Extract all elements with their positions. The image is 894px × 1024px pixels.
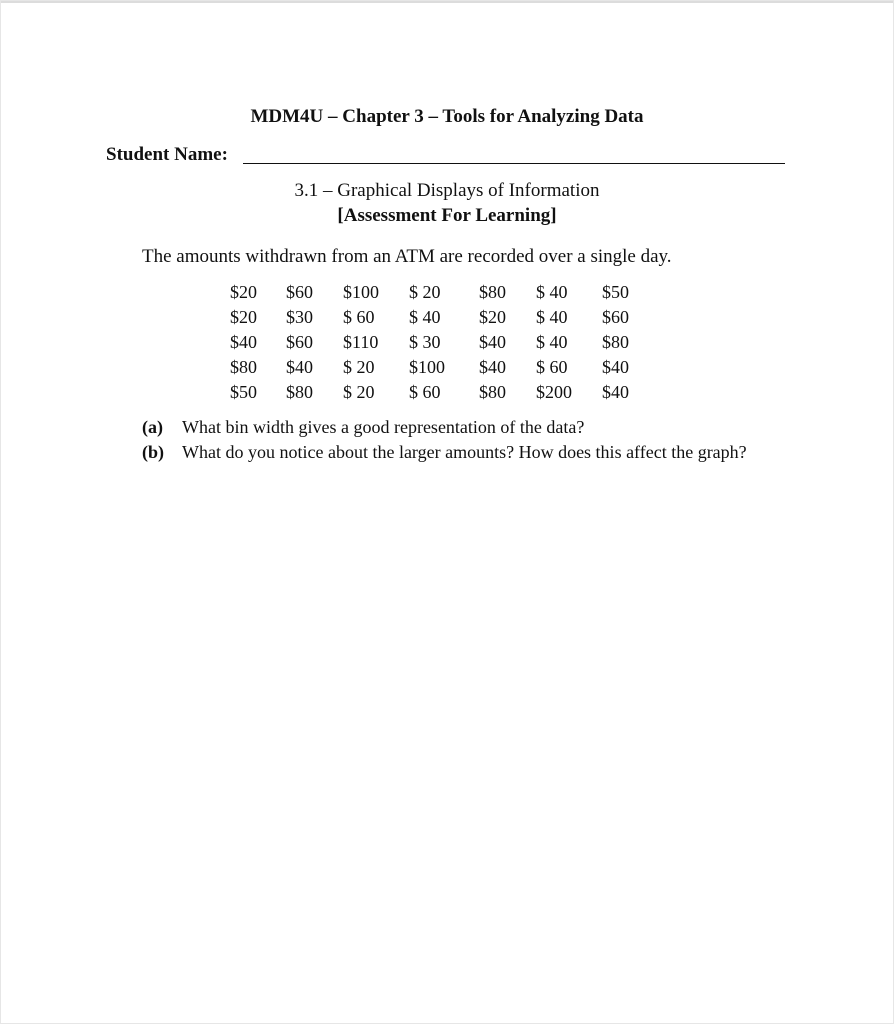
table-row	[230, 380, 642, 405]
table-row	[230, 305, 642, 330]
table-cell: $ 60	[343, 307, 375, 327]
table-cell: $60	[286, 282, 313, 302]
table-cell: $20	[230, 282, 257, 302]
table-cell: $ 20	[343, 382, 375, 402]
table-cell: $ 40	[536, 332, 568, 352]
table-cell: $20	[230, 307, 257, 327]
table-cell: $ 40	[409, 307, 441, 327]
table-cell: $20	[479, 307, 506, 327]
table-cell: $ 20	[409, 282, 441, 302]
table-cell: $60	[286, 332, 313, 352]
table-row	[230, 280, 642, 305]
table-cell: $40	[479, 332, 506, 352]
table-cell: $40	[230, 332, 257, 352]
question-list	[142, 415, 782, 465]
withdrawal-data-table	[230, 280, 642, 405]
section-subtitle: [Assessment For Learning]	[337, 205, 557, 226]
table-cell: $30	[286, 307, 313, 327]
question-item	[142, 415, 782, 440]
table-cell: $40	[479, 357, 506, 377]
table-cell: $80	[286, 382, 313, 402]
question-text: What do you notice about the larger amounts? How does this affect the graph?	[182, 442, 747, 462]
table-cell: $40	[602, 357, 629, 377]
student-name-row	[106, 144, 786, 168]
table-cell: $ 40	[536, 282, 568, 302]
section-title: 3.1 – Graphical Displays of Information	[294, 180, 600, 201]
intro-text: The amounts withdrawn from an ATM are recorded over a single day.	[142, 246, 672, 267]
table-cell: $ 20	[343, 357, 375, 377]
table-row	[230, 355, 642, 380]
table-cell: $50	[230, 382, 257, 402]
question-item	[142, 440, 782, 465]
table-cell: $50	[602, 282, 629, 302]
table-cell: $40	[602, 382, 629, 402]
table-cell: $80	[602, 332, 629, 352]
table-cell: $80	[230, 357, 257, 377]
table-cell: $200	[536, 382, 572, 402]
document-title: MDM4U – Chapter 3 – Tools for Analyzing Data	[250, 106, 644, 127]
table-cell: $ 40	[536, 307, 568, 327]
table-cell: $ 60	[536, 357, 568, 377]
table-cell: $100	[343, 282, 379, 302]
table-row	[230, 330, 642, 355]
table-cell: $80	[479, 382, 506, 402]
student-name-blank-line[interactable]	[243, 163, 785, 164]
table-cell: $100	[409, 357, 445, 377]
question-text: What bin width gives a good representation of the data?	[182, 417, 585, 437]
question-letter: (a)	[142, 417, 163, 437]
student-name-label: Student Name:	[106, 144, 228, 165]
table-cell: $80	[479, 282, 506, 302]
table-cell: $40	[286, 357, 313, 377]
table-cell: $60	[602, 307, 629, 327]
table-cell: $ 30	[409, 332, 441, 352]
question-letter: (b)	[142, 442, 164, 462]
table-cell: $110	[343, 332, 379, 352]
table-cell: $ 60	[409, 382, 441, 402]
